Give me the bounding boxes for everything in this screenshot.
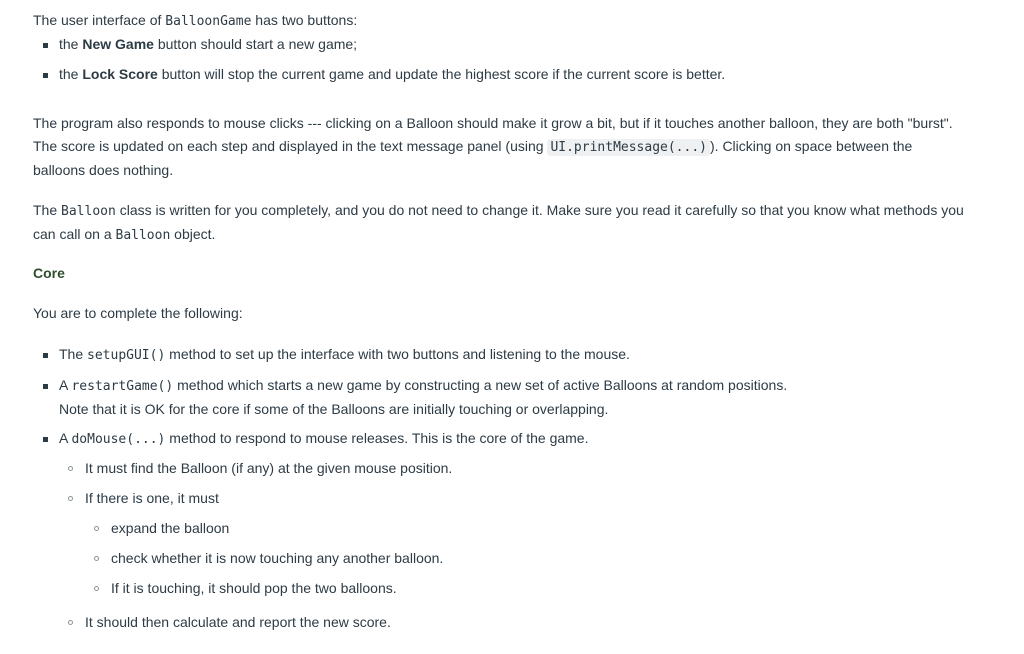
bullet-square bbox=[43, 43, 48, 48]
task-restart-game: A restartGame() method which starts a new game by constructing a new set of active Balloons at random positions. Note that it is OK for the core if some of the Balloons are initially touching or overlapping. bbox=[59, 377, 788, 417]
section-heading-core: Core bbox=[33, 265, 65, 281]
bullet-new-game: the New Game button should start a new game; bbox=[59, 36, 358, 52]
subtask-find-balloon: It must find the Balloon (if any) at the given mouse position. bbox=[85, 460, 453, 476]
intro-paragraph: The user interface of BalloonGame has two buttons: bbox=[33, 12, 358, 29]
bullet-lock-score: the Lock Score button will stop the current game and update the highest score if the current score is better. bbox=[59, 66, 726, 82]
bullet-square bbox=[43, 384, 48, 389]
bullet-circle bbox=[94, 586, 99, 591]
bullet-square bbox=[43, 353, 48, 358]
instructions-paragraph: You are to complete the following: bbox=[33, 305, 243, 321]
bullet-circle bbox=[68, 496, 73, 501]
task-do-mouse: A doMouse(...) method to respond to mouse releases. This is the core of the game. bbox=[59, 430, 589, 447]
mouse-paragraph: The program also responds to mouse clicks --- clicking on a Balloon should make it grow a bit, but if it touches another balloon, they are both "burst". The score is updated on each step and displayed in the text message panel (using UI.printMessage(...) ). Clicking on space between the balloons does nothing. bbox=[33, 115, 953, 178]
subsubtask-pop: If it is touching, it should pop the two balloons. bbox=[111, 580, 397, 596]
bullet-circle bbox=[68, 620, 73, 625]
class-name-code: BalloonGame bbox=[165, 14, 252, 29]
bullet-square bbox=[43, 73, 48, 78]
print-message-code: UI.printMessage(...) bbox=[547, 139, 710, 156]
subtask-if-one: If there is one, it must bbox=[85, 490, 219, 506]
subsubtask-check-touching: check whether it is now touching any another balloon. bbox=[111, 550, 444, 566]
bullet-square bbox=[43, 437, 48, 442]
subsubtask-expand: expand the balloon bbox=[111, 520, 230, 536]
task-setup-gui: The setupGUI() method to set up the interface with two buttons and listening to the mouse. bbox=[59, 346, 630, 363]
subtask-report-score: It should then calculate and report the new score. bbox=[85, 614, 391, 630]
bullet-circle bbox=[68, 466, 73, 471]
bullet-circle bbox=[94, 556, 99, 561]
balloon-class-paragraph: The Balloon class is written for you completely, and you do not need to change it. Make sure you read it carefully so that you know what methods you can call on a Balloon object. bbox=[33, 202, 964, 243]
bullet-circle bbox=[94, 526, 99, 531]
